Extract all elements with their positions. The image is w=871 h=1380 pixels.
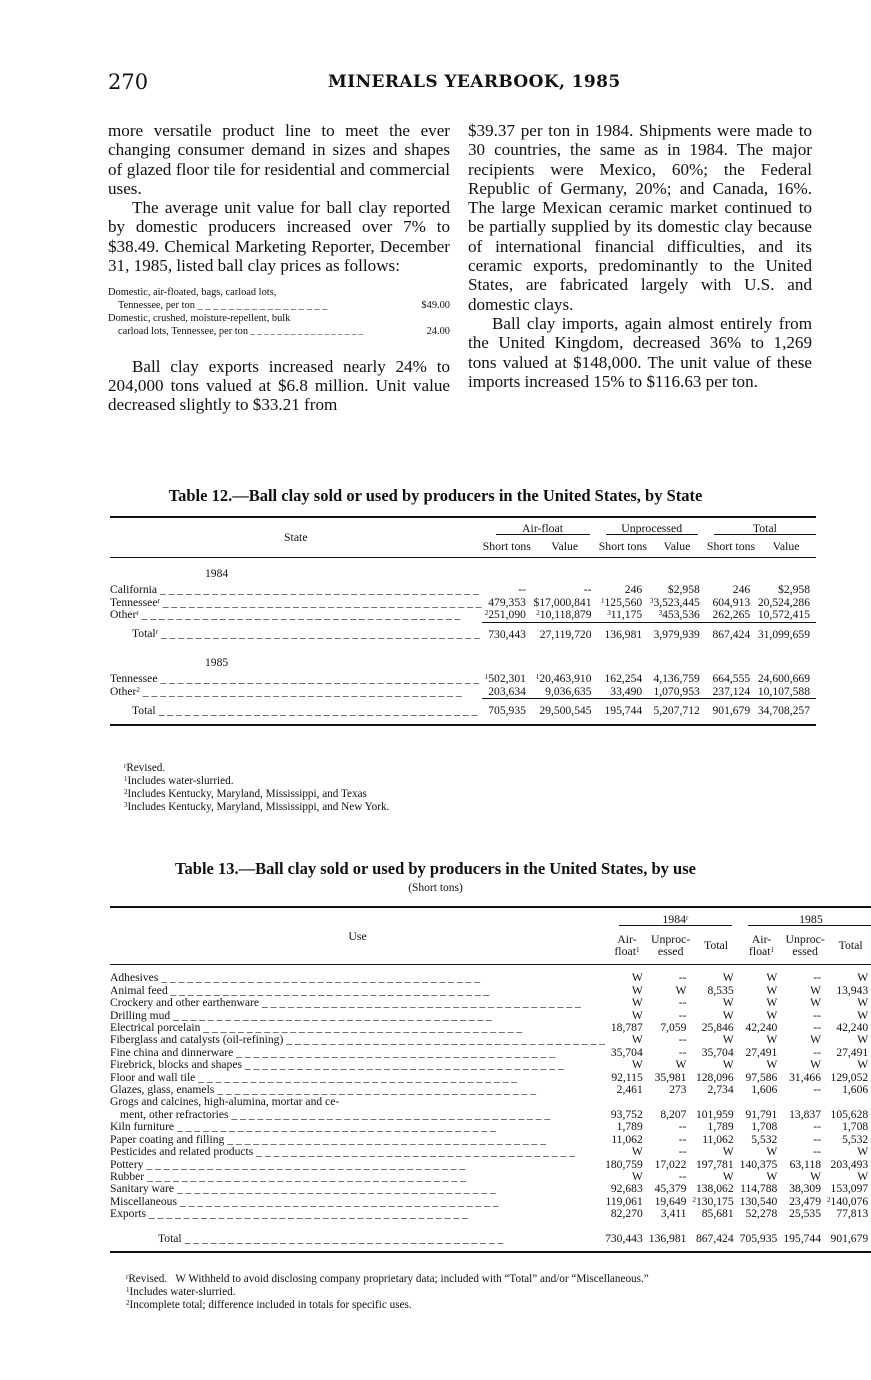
table-row bbox=[110, 1047, 871, 1059]
use-name: ment, other refractories _ _ _ bbox=[110, 1109, 605, 1121]
total-cell: 136,981 bbox=[604, 627, 643, 641]
table-row bbox=[110, 997, 871, 1009]
table-cell: 8,535 bbox=[707, 983, 734, 997]
total-cell: 29,500,545 bbox=[532, 699, 598, 725]
table-cell: W bbox=[631, 1169, 643, 1183]
table-cell: 10,107,588 bbox=[756, 686, 816, 699]
table-cell: W bbox=[857, 996, 869, 1010]
sub-short-tons: Short tons bbox=[706, 535, 756, 557]
total-cell: 136,981 bbox=[649, 1221, 693, 1252]
table-cell: $^3$3,523,445 bbox=[649, 595, 700, 609]
table13 bbox=[110, 906, 871, 1253]
table-row bbox=[110, 1022, 871, 1034]
table-cell: 23,479 bbox=[789, 1194, 822, 1208]
price-value-2: 24.00 bbox=[426, 326, 450, 338]
use-name: Firebrick, blocks and shapes _ _ _ bbox=[110, 1059, 605, 1071]
note: $^r$Revised. bbox=[124, 762, 166, 774]
table-cell: 35,704 bbox=[701, 1045, 734, 1059]
table-cell: 13,837 bbox=[789, 1107, 822, 1121]
total-cell: 901,679 bbox=[706, 699, 756, 725]
table-cell: 11,062 bbox=[611, 1132, 643, 1146]
table-cell: 1,789 bbox=[616, 1120, 643, 1134]
table-cell: 1,070,953 bbox=[648, 686, 706, 699]
total-cell: 730,443 bbox=[605, 1221, 649, 1252]
table-cell: 1,708 bbox=[751, 1120, 778, 1134]
table-cell: 2,734 bbox=[707, 1083, 734, 1097]
state-name: Tennessee _ _ _ bbox=[110, 673, 482, 685]
table-cell: -- bbox=[813, 1021, 822, 1035]
table-cell: 63,118 bbox=[789, 1157, 822, 1171]
table-cell: 8,207 bbox=[660, 1107, 687, 1121]
table-cell: 25,846 bbox=[701, 1021, 734, 1035]
table-cell: 85,681 bbox=[701, 1207, 734, 1221]
table-cell: W bbox=[810, 1058, 822, 1072]
price-label-1b: Tennessee, per ton bbox=[118, 299, 195, 311]
year-1984-header: 1984$^r$ bbox=[605, 907, 740, 926]
price-row bbox=[108, 287, 450, 312]
table-cell: -- bbox=[813, 1083, 822, 1097]
use-name: Fiberglass and catalysts (oil-refining) _ _ _ bbox=[110, 1034, 605, 1046]
table-cell: 77,813 bbox=[836, 1207, 869, 1221]
col-airfloat: Air- float$^1$ bbox=[740, 926, 784, 964]
table-cell: 203,634 bbox=[482, 686, 532, 699]
left-para-1: more versatile product line to meet the ever changing consumer demand in sizes and shapes of glazed floor tile for residential and commercial uses. bbox=[108, 121, 450, 198]
total-cell: 3,979,939 bbox=[653, 627, 700, 641]
table13-subtitle: (Short tons) bbox=[408, 882, 463, 894]
table13-body bbox=[110, 964, 871, 1252]
table-cell: W bbox=[722, 1169, 734, 1183]
use-name: Grogs and calcines, high-alumina, mortar and ce- bbox=[110, 1095, 340, 1109]
total-cell: 31,099,659 bbox=[757, 627, 810, 641]
table-cell: 25,535 bbox=[789, 1207, 822, 1221]
total-cell: 34,708,257 bbox=[756, 699, 816, 725]
price-label-2b: carload lots, Tennessee, per ton bbox=[118, 326, 249, 338]
table-row bbox=[110, 597, 816, 609]
table-cell: 3,411 bbox=[660, 1207, 687, 1221]
table-cell: W bbox=[675, 1058, 687, 1072]
table-cell: W bbox=[766, 971, 778, 985]
table-row bbox=[110, 1134, 871, 1146]
table-cell: 92,115 bbox=[611, 1070, 643, 1084]
table-cell: 18,787 bbox=[610, 1021, 643, 1035]
table-cell: 246 bbox=[624, 583, 643, 597]
group-total: Total bbox=[706, 517, 816, 535]
table-cell: $^2$10,118,879 bbox=[532, 609, 598, 622]
table-cell: $^2$140,076 bbox=[827, 1194, 869, 1208]
table-cell: 197,781 bbox=[695, 1157, 734, 1171]
table-cell: W bbox=[857, 1058, 869, 1072]
table-cell: 101,959 bbox=[695, 1107, 734, 1121]
total-cell: 730,443 bbox=[488, 627, 526, 641]
table-cell: 52,278 bbox=[745, 1207, 778, 1221]
col-total: Total bbox=[692, 926, 739, 964]
table-cell: 119,061 bbox=[605, 1194, 643, 1208]
table-cell: 138,062 bbox=[695, 1182, 734, 1196]
table-cell: 24,600,669 bbox=[757, 672, 810, 686]
table12-title: Table 12.—Ball clay sold or used by producers in the United States, by State bbox=[168, 486, 703, 505]
left-para-3: Ball clay exports increased nearly 24% to 204,000 tons valued at $6.8 million. Unit value decreased slightly to $33.21 from bbox=[108, 356, 450, 415]
state-header: State bbox=[110, 517, 482, 557]
table-cell: W bbox=[631, 1008, 643, 1022]
table-cell: $^2$251,090 bbox=[482, 609, 532, 622]
use-name: Fine china and dinnerware _ _ _ bbox=[110, 1047, 605, 1059]
table13-title: Table 13.—Ball clay sold or used by producers in the United States, by use bbox=[175, 859, 696, 878]
year-1985-header: 1985 bbox=[740, 907, 871, 926]
table-cell: 180,759 bbox=[605, 1157, 643, 1171]
price-label-2a: Domestic, crushed, moisture-repellent, bulk bbox=[108, 312, 291, 324]
table-row bbox=[110, 609, 816, 622]
table-cell: W bbox=[857, 971, 869, 985]
table-cell: W bbox=[631, 1145, 643, 1159]
right-para-1: $39.37 per ton in 1984. Shipments were made to 30 countries, the same as in 1984. The major recipients were Mexico, 60%; the Federal Republic of Germany, 20%; and Canada, 16%. The large Mexican ceramic market continued to be partially supplied by its domestic clay because of international financial difficulties, and its ceramic exports, predominantly to the United States, are fabricated largely with U.S. and domestic clays. bbox=[468, 121, 812, 314]
total-cell: 705,935 bbox=[482, 699, 532, 725]
table-cell: -- bbox=[678, 971, 687, 985]
table-cell: 262,265 bbox=[706, 609, 756, 622]
table-cell: -- bbox=[583, 583, 592, 597]
table-cell: -- bbox=[678, 1132, 687, 1146]
table-cell: 31,466 bbox=[789, 1070, 822, 1084]
table-cell: W bbox=[810, 1169, 822, 1183]
total-row bbox=[110, 622, 816, 647]
table-cell: $2,958 bbox=[778, 583, 810, 597]
table-cell: -- bbox=[678, 1120, 687, 1134]
table-cell: $^1$20,463,910 bbox=[535, 672, 592, 686]
use-name: Exports _ _ _ bbox=[110, 1208, 605, 1220]
table-cell: -- bbox=[678, 1045, 687, 1059]
left-para-2: The average unit value for ball clay reported by domestic producers increased over 7% to $38.49. Chemical Marketing Reporter, December 31, 1985, listed ball clay prices as follows: bbox=[108, 198, 450, 276]
table12-notes bbox=[124, 762, 389, 814]
table-row bbox=[110, 972, 871, 984]
table-cell: 82,270 bbox=[610, 1207, 643, 1221]
table-cell: 35,704 bbox=[610, 1045, 643, 1059]
table-cell: W bbox=[857, 1033, 869, 1047]
table-cell: W bbox=[766, 1169, 778, 1183]
table-cell: W bbox=[631, 996, 643, 1010]
table12-body bbox=[110, 557, 816, 724]
use-name: Adhesives _ _ _ bbox=[110, 972, 605, 984]
table-cell: W bbox=[631, 1058, 643, 1072]
table-cell: 246 bbox=[732, 583, 751, 597]
table-cell: 92,683 bbox=[610, 1182, 643, 1196]
table-cell: W bbox=[722, 971, 734, 985]
total-label: Total _ _ _ bbox=[110, 1221, 605, 1252]
note: $^2$Incomplete total; difference included in totals for specific uses. bbox=[126, 1299, 412, 1311]
table-cell: -- bbox=[813, 1120, 822, 1134]
total-cell: 867,424 bbox=[692, 1221, 739, 1252]
use-name: Animal feed _ _ _ bbox=[110, 985, 605, 997]
use-name: Floor and wall tile _ _ _ bbox=[110, 1072, 605, 1084]
table-cell: -- bbox=[813, 1008, 822, 1022]
use-name: Pesticides and related products _ _ _ bbox=[110, 1146, 605, 1158]
state-name: Tennessee$^r$ _ _ _ bbox=[110, 597, 482, 609]
table13-notes bbox=[126, 1273, 649, 1312]
state-name: Other$^r$ _ _ _ bbox=[110, 609, 482, 622]
table-row bbox=[110, 1208, 871, 1220]
table-cell: 105,628 bbox=[830, 1107, 869, 1121]
table-cell: W bbox=[810, 996, 822, 1010]
use-name: Kiln furniture _ _ _ bbox=[110, 1121, 605, 1133]
table-cell: W bbox=[766, 1008, 778, 1022]
table-cell: 97,586 bbox=[745, 1070, 778, 1084]
table-cell: W bbox=[857, 1145, 869, 1159]
sub-value: Value bbox=[648, 535, 706, 557]
note: $^2$Includes Kentucky, Maryland, Mississippi, and Texas bbox=[124, 788, 367, 800]
table-cell: 27,491 bbox=[745, 1045, 778, 1059]
use-name: Electrical porcelain _ _ _ bbox=[110, 1022, 605, 1034]
table-cell: 11,062 bbox=[702, 1132, 734, 1146]
price-value-1: $49.00 bbox=[421, 299, 450, 311]
total-row bbox=[110, 1221, 871, 1252]
table-row bbox=[110, 673, 816, 685]
page-number: 270 bbox=[108, 70, 149, 94]
price-row bbox=[108, 313, 450, 339]
table-cell: 114,788 bbox=[740, 1182, 778, 1196]
year-label: 1985 bbox=[205, 655, 229, 669]
table-cell: 91,791 bbox=[745, 1107, 778, 1121]
price-label-1a: Domestic, air-floated, bags, carload lots, bbox=[108, 287, 277, 299]
table-cell: 19,649 bbox=[654, 1194, 687, 1208]
table-row bbox=[110, 584, 816, 596]
table-cell: 604,913 bbox=[712, 595, 751, 609]
table-cell: 42,240 bbox=[745, 1021, 778, 1035]
table-cell: 42,240 bbox=[836, 1021, 869, 1035]
sub-short-tons: Short tons bbox=[482, 535, 532, 557]
table-cell: -- bbox=[813, 1145, 822, 1159]
page-header bbox=[0, 70, 871, 100]
table-cell: 1,606 bbox=[842, 1083, 869, 1097]
sub-short-tons: Short tons bbox=[598, 535, 649, 557]
table-cell: 479,353 bbox=[488, 595, 526, 609]
table-cell: $2,958 bbox=[667, 583, 700, 597]
table-cell: W bbox=[766, 996, 778, 1010]
total-row bbox=[110, 699, 816, 725]
table-cell: 140,375 bbox=[739, 1157, 778, 1171]
table-cell: 664,555 bbox=[712, 672, 751, 686]
table-cell: W bbox=[722, 996, 734, 1010]
table-cell: W bbox=[766, 1033, 778, 1047]
table-cell: 20,524,286 bbox=[757, 595, 810, 609]
table-cell: $^3$453,536 bbox=[648, 609, 706, 622]
table-cell: 33,490 bbox=[598, 686, 649, 699]
table12 bbox=[110, 516, 816, 726]
table-cell: 93,752 bbox=[610, 1107, 643, 1121]
table-cell: 38,309 bbox=[789, 1182, 822, 1196]
use-name: Pottery _ _ _ bbox=[110, 1159, 605, 1171]
total-cell: 867,424 bbox=[712, 627, 751, 641]
group-airfloat: Air-float bbox=[482, 517, 598, 535]
table-cell: W bbox=[766, 1058, 778, 1072]
total-cell: 195,744 bbox=[598, 699, 649, 725]
table-cell: 7,059 bbox=[660, 1021, 687, 1035]
total-cell: 5,207,712 bbox=[648, 699, 706, 725]
table-cell: W bbox=[631, 1033, 643, 1047]
table-cell: W bbox=[766, 983, 778, 997]
table-cell: W bbox=[722, 1033, 734, 1047]
note: $^1$Includes water-slurried. bbox=[124, 775, 234, 787]
col-airfloat: Air- float$^1$ bbox=[605, 926, 649, 964]
table-cell: W bbox=[722, 1058, 734, 1072]
table-cell: -- bbox=[813, 1045, 822, 1059]
table-cell: $^3$11,175 bbox=[598, 609, 649, 622]
table-cell: W bbox=[857, 1169, 869, 1183]
table-cell: 273 bbox=[669, 1083, 687, 1097]
table-row bbox=[110, 1159, 871, 1171]
use-header: Use bbox=[110, 907, 605, 964]
table-cell: 9,036,635 bbox=[532, 686, 598, 699]
col-total: Total bbox=[827, 926, 871, 964]
table-cell: 4,136,759 bbox=[653, 672, 700, 686]
table-cell: -- bbox=[678, 1145, 687, 1159]
right-column bbox=[468, 121, 812, 391]
table-cell: 162,254 bbox=[604, 672, 643, 686]
table-cell: -- bbox=[813, 971, 822, 985]
table-cell: $^1$125,560 bbox=[600, 595, 643, 609]
use-name: Paper coating and filling _ _ _ bbox=[110, 1134, 605, 1146]
table-cell: -- bbox=[813, 1132, 822, 1146]
state-name: California _ _ _ bbox=[110, 584, 482, 596]
table-cell: 5,532 bbox=[751, 1132, 778, 1146]
table-cell: -- bbox=[678, 1169, 687, 1183]
table-cell: W bbox=[810, 983, 822, 997]
note: $^3$Includes Kentucky, Maryland, Mississippi, and New York. bbox=[124, 801, 390, 813]
total-label: Total$^r$ _ _ _ bbox=[110, 622, 482, 647]
use-name: Sanitary ware _ _ _ bbox=[110, 1183, 605, 1195]
table-cell: W bbox=[631, 983, 643, 997]
note: $^r$Revised. W Withheld to avoid disclosing company proprietary data; included with “Total” and/or “Miscellaneous.” bbox=[126, 1273, 649, 1285]
use-name: Glazes, glass, enamels _ _ _ bbox=[110, 1084, 605, 1096]
table-cell: W bbox=[675, 983, 687, 997]
table-cell: 1,789 bbox=[707, 1120, 734, 1134]
table-row bbox=[110, 985, 871, 997]
table-cell: $^1$502,301 bbox=[484, 672, 526, 686]
note: $^1$Includes water-slurried. bbox=[126, 1286, 236, 1298]
table-cell: 129,052 bbox=[830, 1070, 869, 1084]
table-cell: 130,540 bbox=[739, 1194, 778, 1208]
group-unprocessed: Unprocessed bbox=[598, 517, 706, 535]
table-cell: W bbox=[722, 1008, 734, 1022]
col-unprocessed: Unproc- essed bbox=[649, 926, 693, 964]
use-name: Drilling mud _ _ _ bbox=[110, 1010, 605, 1022]
use-name: Crockery and other earthenware _ _ _ bbox=[110, 997, 605, 1009]
table-cell: $17,000,841 bbox=[533, 595, 592, 609]
table-cell: W bbox=[810, 1033, 822, 1047]
total-cell: 705,935 bbox=[740, 1221, 784, 1252]
right-para-2: Ball clay imports, again almost entirely from the United Kingdom, decreased 36% to 1,269 tons valued at $148,000. The unit value of these imports increased 15% to $116.63 per ton. bbox=[468, 313, 812, 391]
table-cell: 27,491 bbox=[836, 1045, 869, 1059]
use-name: Rubber _ _ _ bbox=[110, 1171, 605, 1183]
table-cell: W bbox=[857, 1008, 869, 1022]
state-name: Other$^2$ _ _ _ bbox=[110, 686, 482, 699]
use-name: Miscellaneous _ _ _ bbox=[110, 1196, 605, 1208]
table-cell: 203,493 bbox=[830, 1157, 869, 1171]
total-cell: 27,119,720 bbox=[539, 627, 592, 641]
table-cell: 1,708 bbox=[842, 1120, 869, 1134]
table-cell: 35,981 bbox=[654, 1070, 687, 1084]
table-cell: $^2$130,175 bbox=[692, 1194, 734, 1208]
table-cell: W bbox=[722, 1145, 734, 1159]
table-cell: -- bbox=[678, 1008, 687, 1022]
total-cell: 901,679 bbox=[827, 1221, 871, 1252]
table-cell: 237,124 bbox=[706, 686, 756, 699]
sub-value: Value bbox=[756, 535, 816, 557]
table-cell: 1,606 bbox=[751, 1083, 778, 1097]
running-title: MINERALS YEARBOOK, 1985 bbox=[328, 72, 621, 92]
table-cell: -- bbox=[518, 583, 526, 597]
table-cell: -- bbox=[678, 996, 687, 1010]
table-row bbox=[110, 686, 816, 699]
total-cell: 195,744 bbox=[783, 1221, 827, 1252]
table-cell: 10,572,415 bbox=[756, 609, 816, 622]
sub-value: Value bbox=[532, 535, 598, 557]
table-cell: 13,943 bbox=[836, 983, 869, 997]
table-cell: 153,097 bbox=[830, 1182, 869, 1196]
table-cell: 2,461 bbox=[616, 1083, 643, 1097]
total-label: Total _ _ _ bbox=[110, 699, 482, 725]
table-cell: W bbox=[766, 1145, 778, 1159]
table-cell: 5,532 bbox=[842, 1132, 869, 1146]
table-cell: 17,022 bbox=[654, 1157, 687, 1171]
table-cell: 128,096 bbox=[695, 1070, 734, 1084]
table-cell: W bbox=[631, 971, 643, 985]
left-column bbox=[108, 121, 450, 415]
price-list bbox=[108, 287, 450, 338]
year-label: 1984 bbox=[205, 566, 229, 580]
table-cell: -- bbox=[678, 1033, 687, 1047]
col-unprocessed: Unproc- essed bbox=[783, 926, 827, 964]
table-cell: 45,379 bbox=[654, 1182, 687, 1196]
